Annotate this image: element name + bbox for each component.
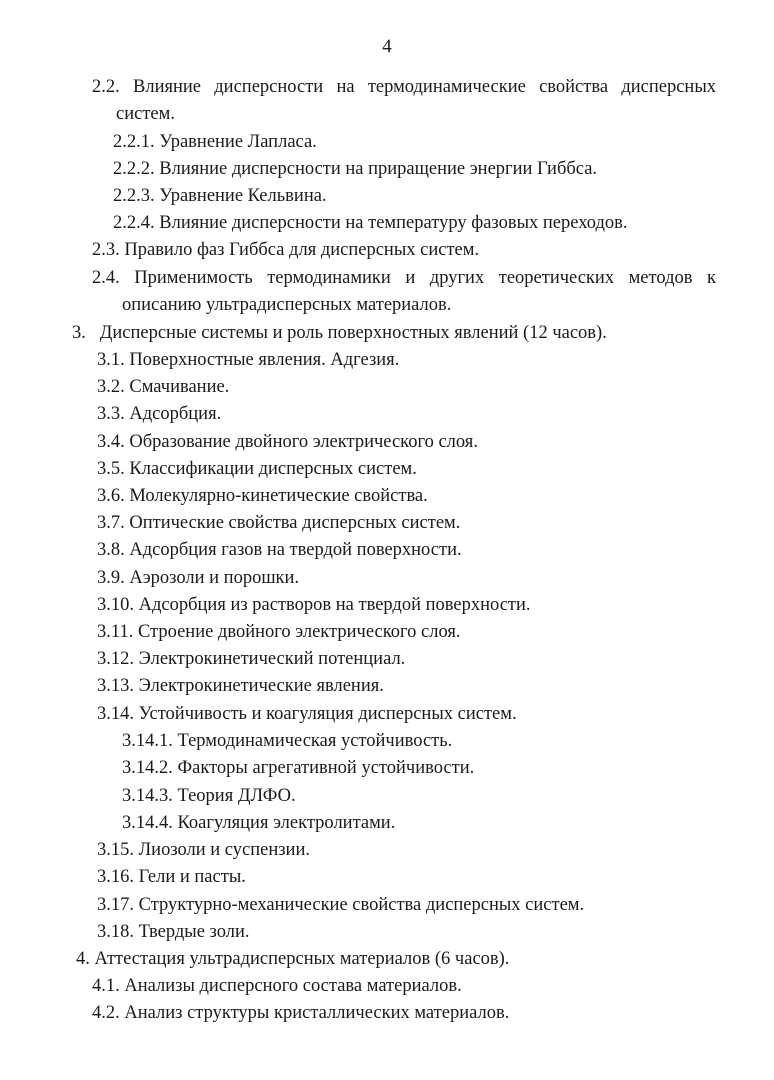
toc-item xyxy=(97,919,250,946)
toc-item xyxy=(113,129,317,156)
item-text: Аттестация ультрадисперсных материалов (6 часов). xyxy=(94,949,510,969)
item-text: Применимость термодинамики и других теоретических методов к xyxy=(134,268,717,288)
page-number: 4 xyxy=(382,36,392,57)
item-number: 3.10. xyxy=(97,595,134,615)
toc-item xyxy=(97,673,384,700)
toc-item xyxy=(97,401,221,428)
toc-item xyxy=(97,619,460,646)
item-number: 2.2.4. xyxy=(113,213,155,233)
toc-item xyxy=(97,864,246,891)
item-number: 3.2. xyxy=(97,377,125,397)
toc-item xyxy=(97,537,462,564)
toc-section xyxy=(72,320,607,347)
item-number: 2.2.1. xyxy=(113,132,155,152)
item-number: 3.9. xyxy=(97,568,125,588)
item-text: Термодинамическая устойчивость. xyxy=(177,731,453,751)
item-text: Аэрозоли и порошки. xyxy=(129,568,300,588)
item-number: 3.14. xyxy=(97,704,134,724)
item-text: Влияние дисперсности на приращение энергии Гиббса. xyxy=(159,159,598,179)
toc-item xyxy=(92,973,462,1000)
toc-item xyxy=(92,1000,509,1027)
item-text: Правило фаз Гиббса для дисперсных систем. xyxy=(124,240,480,260)
item-number: 3.14.4. xyxy=(122,813,173,833)
toc-subitem xyxy=(122,783,296,810)
item-number: 3.8. xyxy=(97,540,125,560)
item-number: 2.2.2. xyxy=(113,159,155,179)
item-number: 4.2. xyxy=(92,1003,120,1023)
item-text: Твердые золи. xyxy=(138,922,250,942)
item-text: Влияние дисперсности на термодинамические свойства дисперсных xyxy=(133,77,716,97)
item-text: Смачивание. xyxy=(129,377,230,397)
item-text: Устойчивость и коагуляция дисперсных систем. xyxy=(138,704,517,724)
toc-item xyxy=(97,347,399,374)
item-text: Оптические свойства дисперсных систем. xyxy=(129,513,461,533)
toc-item xyxy=(113,156,597,183)
item-number: 2.3. xyxy=(92,240,120,260)
item-number: 2.4. xyxy=(92,268,120,288)
item-text: Влияние дисперсности на температуру фазовых переходов. xyxy=(159,213,628,233)
item-text: Анализы дисперсного состава материалов. xyxy=(124,976,462,996)
toc-item xyxy=(113,210,628,237)
toc-item xyxy=(92,237,479,264)
item-text: Уравнение Кельвина. xyxy=(159,186,327,206)
item-text: Образование двойного электрического слоя. xyxy=(129,432,478,452)
item-text: Анализ структуры кристаллических материалов. xyxy=(124,1003,510,1023)
toc-item xyxy=(113,183,327,210)
item-text: Дисперсные системы и роль поверхностных явлений (12 часов). xyxy=(99,323,607,343)
toc-item xyxy=(97,429,478,456)
item-number: 3.17. xyxy=(97,895,134,915)
item-text: Поверхностные явления. Адгезия. xyxy=(129,350,400,370)
item-number: 3.11. xyxy=(97,622,134,642)
toc-item-continuation: систем. xyxy=(116,104,175,124)
item-number: 3.14.1. xyxy=(122,731,173,751)
item-text: Адсорбция газов на твердой поверхности. xyxy=(129,540,462,560)
toc-subitem xyxy=(122,755,474,782)
item-number: 3. xyxy=(72,323,86,343)
toc-item xyxy=(97,374,229,401)
item-text: Электрокинетические явления. xyxy=(138,676,384,696)
item-text: Классификации дисперсных систем. xyxy=(129,459,417,479)
item-text: Теория ДЛФО. xyxy=(177,786,296,806)
toc-item-continuation: описанию ультрадисперсных материалов. xyxy=(122,295,452,315)
item-number: 3.18. xyxy=(97,922,134,942)
item-number: 2.2.3. xyxy=(113,186,155,206)
toc-item xyxy=(97,837,310,864)
toc-item xyxy=(97,701,517,728)
item-text: Адсорбция. xyxy=(129,404,222,424)
item-number: 3.14.2. xyxy=(122,758,173,778)
item-number: 3.16. xyxy=(97,867,134,887)
toc-item xyxy=(97,456,417,483)
item-number: 3.12. xyxy=(97,649,134,669)
item-number: 3.1. xyxy=(97,350,125,370)
item-number: 4.1. xyxy=(92,976,120,996)
item-text: Гели и пасты. xyxy=(138,867,246,887)
toc-item xyxy=(97,483,428,510)
toc-item xyxy=(97,646,405,673)
item-number: 3.14.3. xyxy=(122,786,173,806)
item-number: 2.2. xyxy=(92,77,120,97)
toc-subitem xyxy=(122,810,395,837)
toc-item xyxy=(97,892,584,919)
item-text: Структурно-механические свойства дисперсных систем. xyxy=(138,895,585,915)
item-text: Лиозоли и суспензии. xyxy=(138,840,310,860)
item-number: 3.4. xyxy=(97,432,125,452)
item-text: Строение двойного электрического слоя. xyxy=(137,622,461,642)
item-number: 3.7. xyxy=(97,513,125,533)
item-text: Электрокинетический потенциал. xyxy=(138,649,406,669)
toc-item xyxy=(92,265,716,292)
toc-section xyxy=(76,946,509,973)
item-number: 3.5. xyxy=(97,459,125,479)
item-number: 3.15. xyxy=(97,840,134,860)
toc-subitem xyxy=(122,728,452,755)
item-number: 3.13. xyxy=(97,676,134,696)
item-number: 4. xyxy=(76,949,90,969)
item-text: Адсорбция из растворов на твердой поверхности. xyxy=(138,595,531,615)
toc-item xyxy=(92,74,716,101)
item-text: Молекулярно-кинетические свойства. xyxy=(129,486,428,506)
item-text: Коагуляция электролитами. xyxy=(177,813,396,833)
item-text: Уравнение Лапласа. xyxy=(159,132,317,152)
item-number: 3.3. xyxy=(97,404,125,424)
toc-item xyxy=(97,565,299,592)
item-text: Факторы агрегативной устойчивости. xyxy=(177,758,475,778)
item-number: 3.6. xyxy=(97,486,125,506)
toc-item xyxy=(97,510,460,537)
toc-item xyxy=(97,592,531,619)
